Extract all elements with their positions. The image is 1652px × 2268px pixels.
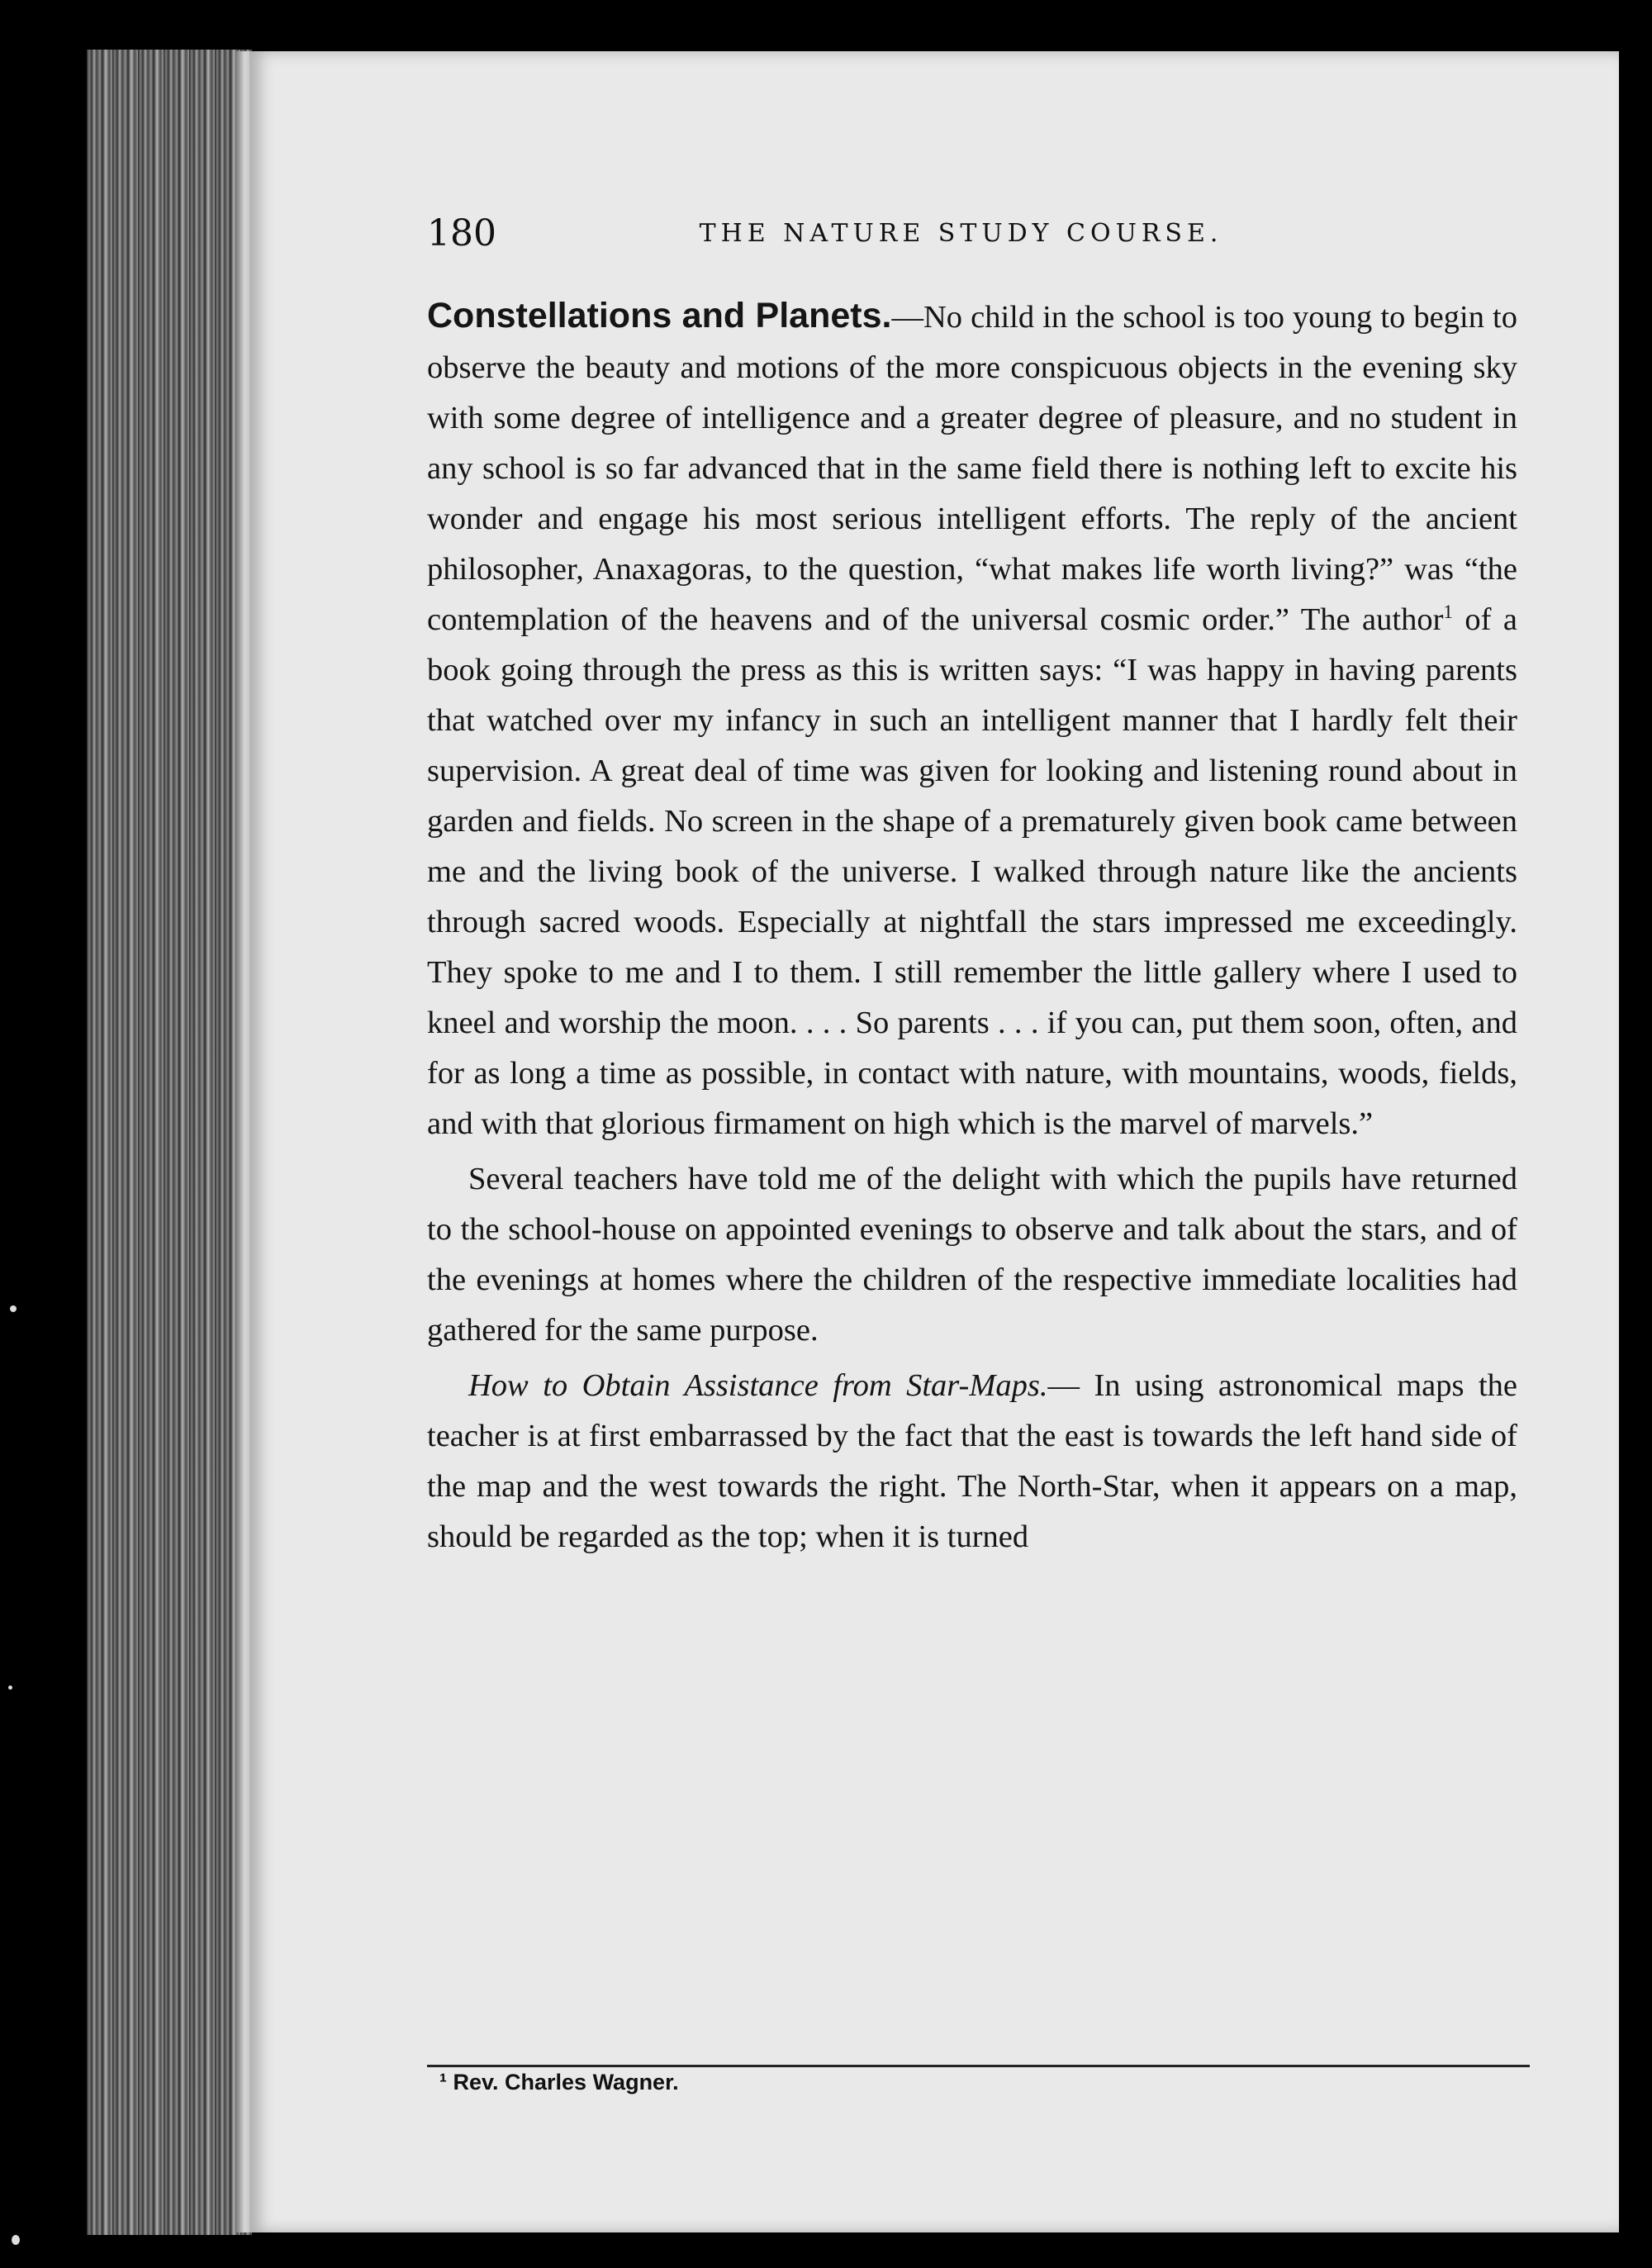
paragraph-teachers: Several teachers have told me of the delight with which the pupils have returned to the school-house on appointed evenings to observe and talk about the stars, and of the evenings at homes where the children of the respective immediate localities had gathered for the same purpose. (427, 1162, 1517, 1348)
book-binding (87, 50, 252, 2235)
book-page (249, 51, 1619, 2232)
paragraph-star-maps (427, 1361, 1517, 1562)
scan-speck (10, 1305, 17, 1312)
paragraph-text-part-1: —No child in the school is too young to begin to observe the beauty and motions of the more conspicuous objects in the evening sky with some degree of intelligence and a greater degree of pleasure, and no student in any school is so far advanced that in the same field there is nothing left to excite his wonder and engage his most serious intelligent efforts. The reply of the ancient philosopher, Anaxagoras, to the question, “what makes life worth living?” was “the contemplation of the heavens and of the universal cosmic order.” The author (427, 300, 1518, 637)
section-heading-star-maps: How to Obtain Assistance from Star-Maps. (468, 1368, 1048, 1403)
page-body (427, 291, 1517, 1562)
paragraph-text-part-2: of a book going through the press as this is written says: “I was happy in having parents that watched over my infancy in such an intelligent manner that I hardly felt their supervision. A great deal of time was given for looking and listening round about in garden and fields. No screen in the shape of a prematurely given book came between me and the living book of the universe. I walked through nature like the ancients through sacred woods. Especially at nightfall the stars impressed me exceedingly. They spoke to me and I to them. I still remember the little gallery where I used to kneel and worship the moon. . . . So parents . . . if you can, put them soon, often, and for as long a time as possible, in contact with nature, with mountains, woods, fields, and with that glorious firmament on high which is the marvel of marvels.” (427, 602, 1517, 1141)
scan-speck (12, 2235, 20, 2245)
scan-speck (8, 1686, 12, 1690)
page-number: 180 (427, 212, 496, 254)
footnote-divider (427, 2065, 1530, 2067)
footnote: ¹ Rev. Charles Wagner. (439, 2070, 679, 2094)
footnote-marker: 1 (1443, 601, 1453, 623)
page-header (427, 212, 1495, 262)
paragraph-constellations (427, 291, 1517, 1149)
running-title: THE NATURE STUDY COURSE. (699, 219, 1223, 248)
section-heading-constellations: Constellations and Planets. (427, 296, 892, 335)
paragraph-star-maps-text: — In using astronomical maps the teacher is at first embarrassed by the fact that the east is towards the left hand side of the map and the west towards the right. The North-Star, when it appears on a map, should be regarded as the top; when it is turned (427, 1368, 1517, 1554)
